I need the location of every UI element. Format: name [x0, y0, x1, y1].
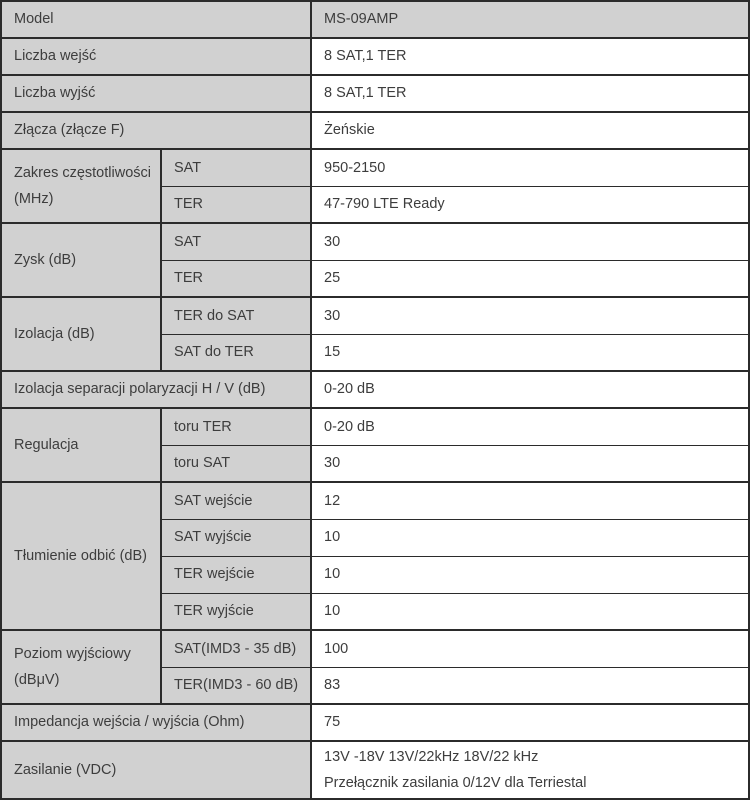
- row-sublabel: SAT wyjście: [161, 519, 311, 556]
- row-value: [311, 741, 749, 799]
- spec-row-connectors: [1, 112, 749, 149]
- row-value: 100: [311, 630, 749, 667]
- row-sublabel: SAT: [161, 149, 311, 186]
- row-label: Model: [1, 1, 311, 38]
- row-value: 0-20 dB: [311, 371, 749, 408]
- spec-row-model: [1, 1, 749, 38]
- row-value: 47-790 LTE Ready: [311, 186, 749, 223]
- row-sublabel: TER wejście: [161, 556, 311, 593]
- value-line-2: Przełącznik zasilania 0/12V dla Terriestal: [324, 775, 587, 791]
- row-sublabel: SAT: [161, 223, 311, 260]
- spec-row-return-loss: [1, 482, 749, 519]
- row-label: Impedancja wejścia / wyjścia (Ohm): [1, 704, 311, 741]
- row-sublabel: TER: [161, 186, 311, 223]
- row-value: Żeńskie: [311, 112, 749, 149]
- spec-row-freq-range: [1, 149, 749, 186]
- row-value: 0-20 dB: [311, 408, 749, 445]
- row-sublabel: TER wyjście: [161, 593, 311, 630]
- row-value: 30: [311, 445, 749, 482]
- row-value: 12: [311, 482, 749, 519]
- row-value: 83: [311, 667, 749, 704]
- row-label: Liczba wyjść: [1, 75, 311, 112]
- spec-row-outputs: [1, 75, 749, 112]
- spec-row-polarization-isolation: [1, 371, 749, 408]
- spec-row-gain: [1, 223, 749, 260]
- row-sublabel: TER do SAT: [161, 297, 311, 334]
- spec-row-power: [1, 741, 749, 799]
- row-sublabel: toru TER: [161, 408, 311, 445]
- row-sublabel: TER(IMD3 - 60 dB): [161, 667, 311, 704]
- row-sublabel: TER: [161, 260, 311, 297]
- row-value: 10: [311, 519, 749, 556]
- value-line-1: 13V -18V 13V/22kHz 18V/22 kHz: [324, 748, 539, 765]
- row-value: 15: [311, 334, 749, 371]
- spec-row-isolation: [1, 297, 749, 334]
- row-sublabel: SAT(IMD3 - 35 dB): [161, 630, 311, 667]
- row-value: 75: [311, 704, 749, 741]
- row-sublabel: SAT do TER: [161, 334, 311, 371]
- row-label: Zysk (dB): [1, 223, 161, 297]
- row-label: Zasilanie (VDC): [1, 741, 311, 799]
- row-value: 25: [311, 260, 749, 297]
- spec-row-regulation: [1, 408, 749, 445]
- row-sublabel: SAT wejście: [161, 482, 311, 519]
- row-value: 10: [311, 593, 749, 630]
- row-value: 30: [311, 223, 749, 260]
- row-label: Liczba wejść: [1, 38, 311, 75]
- row-label: Złącza (złącze F): [1, 112, 311, 149]
- row-value: 950-2150: [311, 149, 749, 186]
- row-label: Izolacja (dB): [1, 297, 161, 371]
- spec-row-output-level: [1, 630, 749, 667]
- row-value: 10: [311, 556, 749, 593]
- row-value: 8 SAT,1 TER: [311, 75, 749, 112]
- spec-row-impedance: [1, 704, 749, 741]
- row-value: 8 SAT,1 TER: [311, 38, 749, 75]
- row-label: Regulacja: [1, 408, 161, 482]
- spec-row-inputs: [1, 38, 749, 75]
- row-label: Zakres częstotliwości (MHz): [1, 149, 161, 223]
- row-value: 30: [311, 297, 749, 334]
- row-label: Izolacja separacji polaryzacji H / V (dB): [1, 371, 311, 408]
- row-value: MS-09AMP: [311, 1, 749, 38]
- row-sublabel: toru SAT: [161, 445, 311, 482]
- row-label: Poziom wyjściowy (dBμV): [1, 630, 161, 704]
- row-label: Tłumienie odbić (dB): [1, 482, 161, 630]
